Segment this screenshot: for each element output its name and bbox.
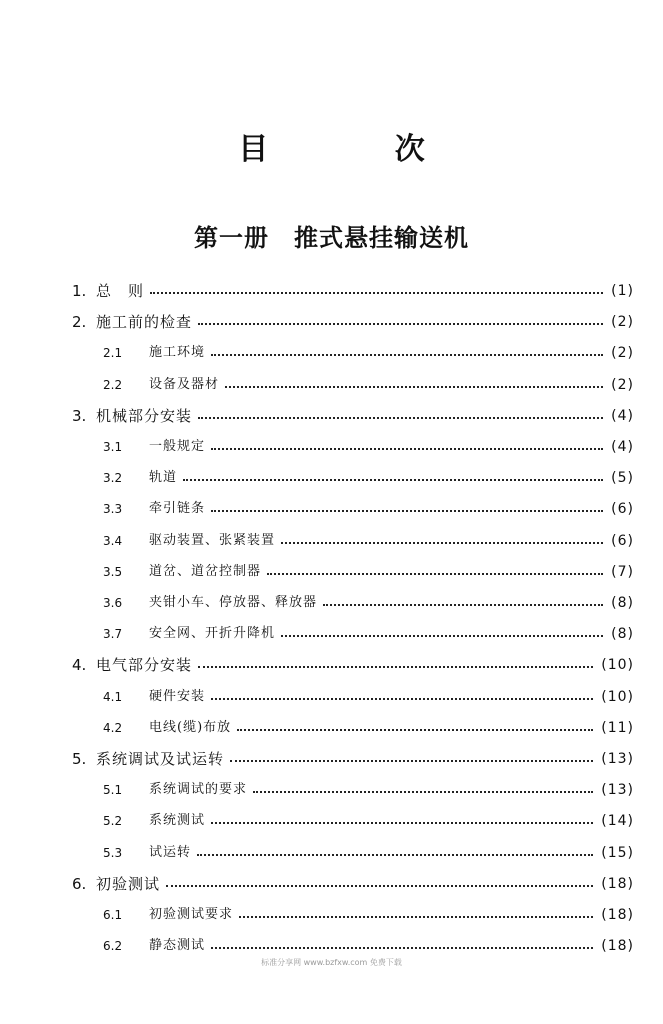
toc-leader-dots: [198, 415, 603, 419]
toc-leader-dots: [211, 446, 603, 450]
toc-leader-dots: [253, 789, 593, 793]
toc-entry: [103, 591, 634, 615]
toc-entry-label: 驱动装置、张紧装置: [149, 532, 276, 548]
toc-entry-label: 安全网、开折升降机: [149, 626, 276, 642]
toc-leader-dots: [323, 602, 603, 606]
toc-entry-page: (1): [611, 283, 634, 299]
toc-entry-number: 2.: [72, 313, 87, 332]
page-title: 目 次: [238, 132, 483, 167]
toc-entry-page: (14): [601, 813, 634, 830]
toc-entry: [103, 622, 634, 646]
toc-entry-page: (4): [611, 439, 634, 455]
toc-entry-label: 施工前的检查: [96, 313, 193, 332]
toc-entry-number: 4.1: [103, 689, 123, 704]
toc-entry-page: (4): [611, 407, 634, 424]
toc-entry: [103, 685, 634, 709]
toc-entry: [103, 529, 634, 553]
toc-entry-page: (7): [611, 563, 634, 580]
toc-leader-dots: [198, 664, 593, 668]
toc-entry-number: 3.7: [103, 627, 123, 642]
toc-entry: [72, 872, 634, 896]
toc-entry-label: 电气部分安装: [96, 656, 193, 675]
toc-entry-page: (8): [611, 595, 634, 611]
toc-entry-label: 设备及器材: [149, 376, 220, 392]
toc-entry-label: 总 则: [96, 282, 145, 300]
footer-watermark: 标准分享网 www.bzfxw.com 免费下载: [261, 958, 402, 967]
toc-leader-dots: [267, 571, 603, 575]
toc-leader-dots: [198, 321, 603, 325]
toc-entry-label: 夹钳小车、停放器、释放器: [149, 595, 318, 610]
toc-leader-dots: [225, 384, 603, 388]
toc-leader-dots: [183, 477, 603, 481]
toc-entry-number: 5.2: [103, 814, 123, 829]
toc-entry-page: (18): [601, 938, 634, 955]
toc-entry: [72, 279, 634, 303]
volume-subtitle: 第一册 推式悬挂输送机: [194, 224, 469, 252]
toc-entry-page: (8): [611, 626, 634, 643]
toc-entry-label: 静态测试: [149, 938, 206, 954]
toc-entry-label: 初验测试要求: [149, 907, 234, 922]
toc-entry-label: 电线(缆)布放: [149, 719, 232, 735]
toc-entry-number: 1.: [72, 282, 87, 300]
toc-entry-label: 系统调试及试运转: [96, 750, 225, 768]
toc-entry-label: 轨道: [149, 470, 178, 486]
toc-leader-dots: [281, 633, 603, 637]
toc-entry-number: 6.2: [103, 939, 123, 954]
toc-leader-dots: [239, 914, 593, 918]
toc-leader-dots: [237, 727, 593, 731]
toc-entry-page: (6): [611, 532, 634, 549]
toc-entry-page: (13): [601, 782, 634, 799]
toc-entry-page: (15): [601, 844, 634, 861]
toc-entry-page: (18): [601, 875, 634, 892]
toc-leader-dots: [211, 696, 593, 700]
toc-entry-number: 3.2: [103, 471, 123, 486]
toc-entry-page: (2): [611, 376, 634, 393]
toc-entry: [103, 716, 634, 740]
toc-entry: [103, 809, 634, 833]
toc-entry-page: (2): [611, 314, 634, 331]
toc-leader-dots: [166, 883, 593, 887]
toc-entry-number: 3.6: [103, 596, 123, 610]
toc-entry-label: 机械部分安装: [96, 406, 193, 425]
toc-entry: [103, 560, 634, 584]
toc-entry: [103, 341, 634, 365]
toc-entry-number: 3.: [72, 406, 87, 425]
toc-entry-number: 3.4: [103, 533, 123, 548]
toc-entry-label: 施工环境: [149, 345, 206, 361]
toc-entry-label: 试运转: [149, 844, 192, 860]
toc-entry: [72, 310, 634, 334]
toc-entry-number: 4.2: [103, 720, 123, 735]
toc-entry: [103, 934, 634, 958]
toc-entry-label: 牵引链条: [149, 501, 206, 517]
toc-entry-number: 5.1: [103, 783, 123, 798]
toc-entry-number: 3.1: [103, 440, 123, 454]
toc-leader-dots: [230, 758, 593, 762]
toc-entry-number: 4.: [72, 656, 87, 675]
toc-entry-page: (10): [601, 688, 634, 705]
toc-entry: [72, 404, 634, 428]
toc-entry-label: 初验测试: [96, 874, 161, 893]
toc-leader-dots: [211, 820, 593, 824]
toc-entry: [103, 373, 634, 397]
toc-leader-dots: [281, 540, 603, 544]
toc-entry-number: 3.3: [103, 502, 123, 517]
toc-entry-label: 硬件安装: [149, 688, 206, 704]
toc-entry: [72, 653, 634, 677]
toc-entry-page: (10): [601, 657, 634, 674]
toc-entry-label: 系统调试的要求: [149, 782, 248, 798]
toc-leader-dots: [150, 290, 603, 294]
toc-entry-label: 道岔、道岔控制器: [149, 563, 262, 579]
toc-entry-number: 5.3: [103, 845, 123, 860]
toc-leader-dots: [211, 508, 603, 512]
toc-entry-number: 6.: [72, 874, 87, 893]
toc-entry: [103, 435, 634, 459]
toc-entry: [103, 497, 634, 521]
toc-entry-page: (6): [611, 501, 634, 518]
toc-entry: [103, 903, 634, 927]
toc-entry-page: (18): [601, 907, 634, 923]
toc-entry-number: 3.5: [103, 564, 123, 579]
toc-entry-number: 2.2: [103, 377, 123, 392]
toc-leader-dots: [211, 945, 593, 949]
toc-leader-dots: [197, 852, 593, 856]
toc-entry-number: 6.1: [103, 908, 123, 922]
toc-entry: [103, 841, 634, 865]
toc-entry-number: 5.: [72, 750, 87, 768]
toc-entry-page: (5): [611, 470, 634, 487]
toc-entry-label: 系统测试: [149, 813, 206, 829]
toc-entry-label: 一般规定: [149, 439, 206, 454]
toc-leader-dots: [211, 352, 603, 356]
toc-entry: [103, 466, 634, 490]
toc-entry-page: (13): [601, 751, 634, 767]
toc-entry: [72, 747, 634, 771]
toc-entry: [103, 778, 634, 802]
toc-entry-page: (2): [611, 345, 634, 362]
toc-entry-page: (11): [601, 719, 634, 736]
toc-entry-number: 2.1: [103, 346, 123, 361]
